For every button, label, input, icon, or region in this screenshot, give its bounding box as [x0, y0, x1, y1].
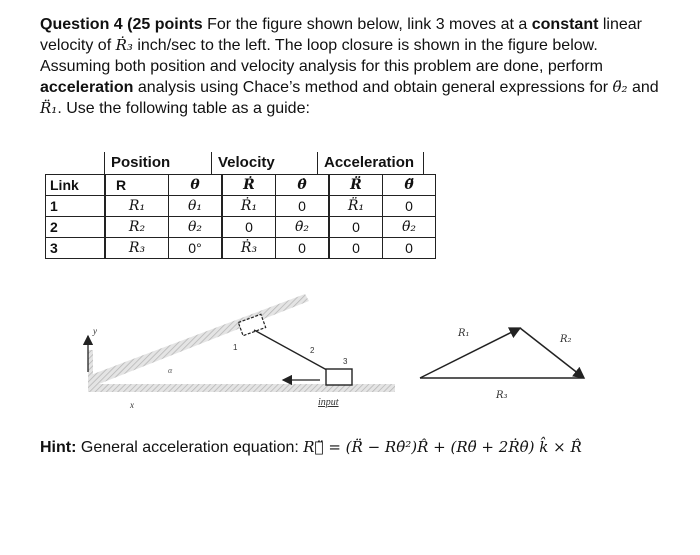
group-acceleration: Acceleration — [324, 154, 415, 171]
hint-equation: R⃗̈ = (R̈ − Rθ̇²)R̂ + (Rθ̈ + 2Ṙθ̇) k̂ × R̂ — [303, 438, 582, 456]
table-row: 3 R₃ 0° Ṙ₃ 0 0 0 — [46, 238, 436, 259]
alpha-label: α — [168, 366, 173, 375]
question-line-1: Question 4 (25 points For the figure shown below, link 3 moves at a constant linear — [40, 16, 642, 33]
loop-label-r1: R₁ — [458, 328, 470, 339]
table-row: 1 R₁ θ₁ Ṙ₁ 0 R̈₁ 0 — [46, 196, 436, 217]
group-position: Position — [111, 154, 171, 171]
table-row: 2 R₂ θ₂ 0 θ̇₂ 0 θ̈₂ — [46, 217, 436, 238]
input-label: input — [318, 397, 339, 408]
link-label-3: 3 — [343, 357, 348, 366]
question-line-4: acceleration analysis using Chace’s method and obtain general expressions for θ̈₂ and — [40, 78, 659, 96]
hint-label: Hint: — [40, 439, 77, 456]
question-line-3: Assuming both position and velocity analysis for this problem are done, perform — [40, 58, 603, 75]
x-axis-label: x — [130, 400, 134, 410]
loop-label-r2: R₂ — [560, 334, 572, 345]
velocity-symbol: Ṙ₃ — [115, 36, 133, 54]
question-line-5: R̈₁. Use the following table as a guide: — [40, 99, 310, 117]
slider-block — [238, 314, 265, 335]
link-3-block — [326, 369, 352, 385]
group-velocity: Velocity — [218, 154, 275, 171]
question-line-2: velocity of Ṙ₃ inch/sec to the left. The loop closure is shown in the figure below. — [40, 36, 598, 54]
link-label-1: 1 — [233, 343, 238, 352]
hint-line: Hint: General acceleration equation: R⃗̈ = (R̈ − Rθ̇²)R̂ + (Rθ̈ + 2Ṙθ̇) k̂ × R̂ — [40, 438, 582, 456]
question-heading: Question 4 (25 points — [40, 16, 203, 33]
incline-hatch — [88, 294, 309, 384]
vector-r2 — [520, 328, 584, 378]
link-2 — [254, 330, 336, 375]
y-axis-label: y — [93, 326, 97, 336]
loop-label-r3: R₃ — [496, 390, 508, 401]
wall-hatch — [88, 350, 93, 392]
vector-r1 — [420, 328, 520, 378]
link-label-2: 2 — [310, 346, 315, 355]
table-header-row: Link R θ Ṙ θ̇ R̈ θ̈ — [46, 175, 436, 196]
